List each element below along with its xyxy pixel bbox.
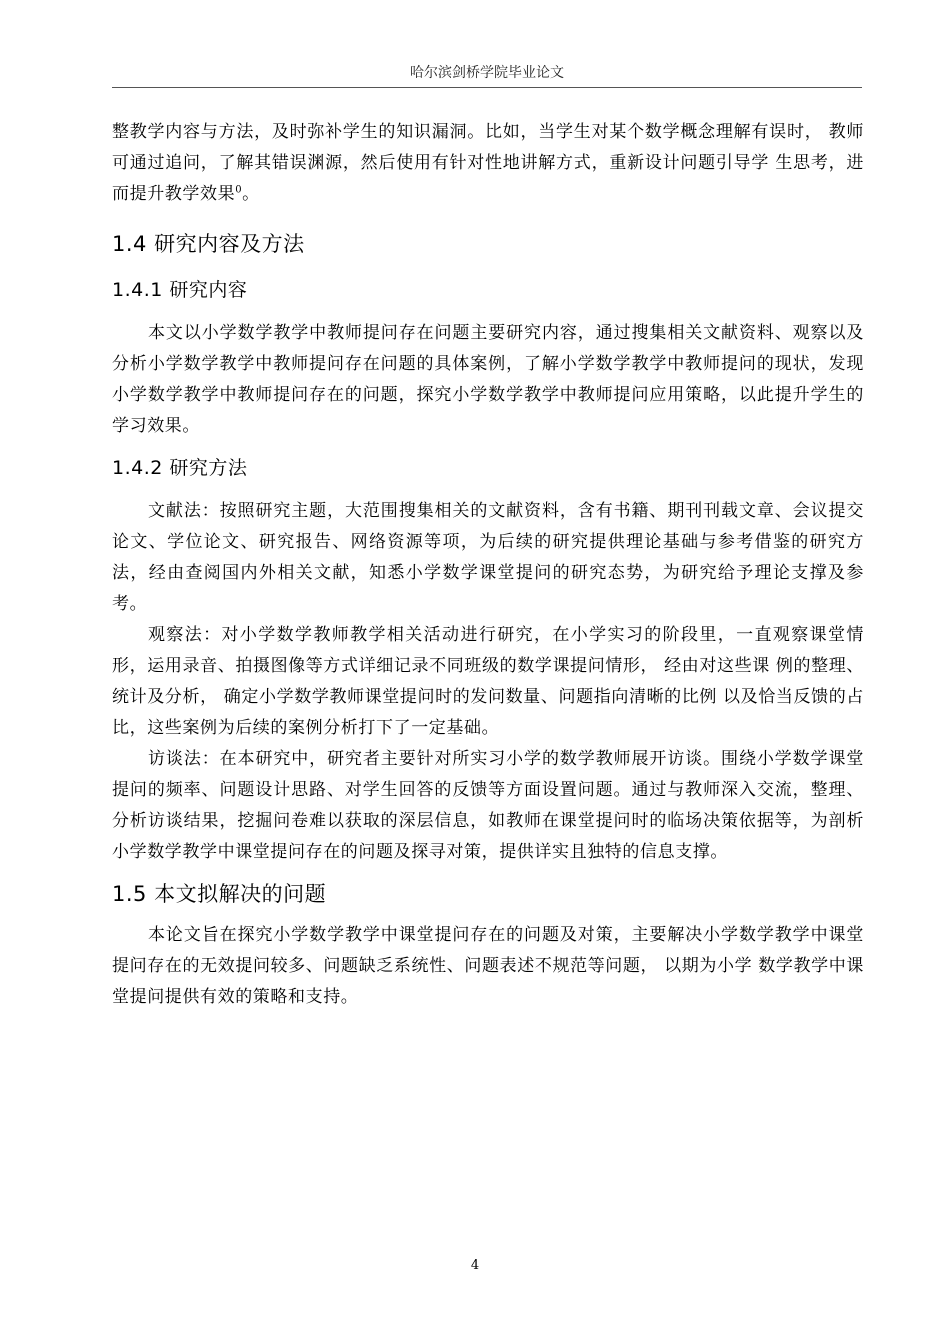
header-rule [112, 87, 862, 88]
intro-paragraph [112, 117, 864, 210]
page-body [112, 117, 864, 1013]
interview-method-paragraph: 访谈法：在本研究中，研究者主要针对所实习小学的数学教师展开访谈。围绕小学数学课堂提问的频率、问题设计思路、对学生回答的反馈等方面设置问题。通过与教师深入交流，整理、分析访谈结果，挖掘问卷难以获取的深层信息，如教师在课堂提问时的临场决策依据等，为剖析小学数学教学中课堂提问存在的问题及探寻对策，提供详实且独特的信息支撑。 [112, 749, 864, 862]
problems-paragraph: 本论文旨在探究小学数学教学中课堂提问存在的问题及对策，主要解决小学数学教学中课堂提问存在的无效提问较多、问题缺乏系统性、问题表述不规范等问题， 以期为小学 数学教学中课堂提问提供有效的策略和支持。 [112, 925, 864, 1007]
research-content-paragraph: 本文以小学数学教学中教师提问存在问题主要研究内容，通过搜集相关文献资料、观察以及分析小学数学教学中教师提问存在问题的具体案例，了解小学数学教学中教师提问的现状，发现小学数学教学中教师提问存在的问题，探究小学数学教学中教师提问应用策略，以此提升学生的学习效果。 [112, 323, 864, 436]
intro-paragraph-end: 。 [242, 184, 260, 204]
section-heading-1-4-2: 1.4.2 研究方法 [112, 457, 248, 479]
section-heading-1-4-1: 1.4.1 研究内容 [112, 279, 248, 301]
observation-method-paragraph: 观察法：对小学数学教师教学相关活动进行研究，在小学实习的阶段里，一直观察课堂情形，运用录音、拍摄图像等方式详细记录不同班级的数学课提问情形， 经由对这些课 例的整理、统计及分析， 确定小学数学教师课堂提问时的发问数量、问题指向清晰的比例 以及恰当反馈的占比，这些案例为后续的案例分析打下了一定基础。 [112, 625, 864, 738]
literature-method-paragraph: 文献法：按照研究主题，大范围搜集相关的文献资料，含有书籍、期刊刊载文章、会议提交论文、学位论文、研究报告、网络资源等项，为后续的研究提供理论基础与参考借鉴的研究方法，经由查阅国内外相关文献，知悉小学数学课堂提问的研究态势，为研究给予理论支撑及参考。 [112, 501, 864, 614]
intro-paragraph-text: 整教学内容与方法，及时弥补学生的知识漏洞。比如，当学生对某个数学概念理解有误时， 教师可通过追问，了解其错误渊源，然后使用有针对性地讲解方式，重新设计问题引导学 生思考，进而提升教学效果 [112, 122, 864, 204]
running-header: 哈尔滨剑桥学院毕业论文 [410, 65, 564, 81]
section-heading-1-5: 1.5 本文拟解决的问题 [112, 882, 327, 906]
page-number: 4 [470, 1258, 480, 1273]
section-heading-1-4: 1.4 研究内容及方法 [112, 232, 305, 256]
citation-mark: 0 [235, 184, 243, 196]
